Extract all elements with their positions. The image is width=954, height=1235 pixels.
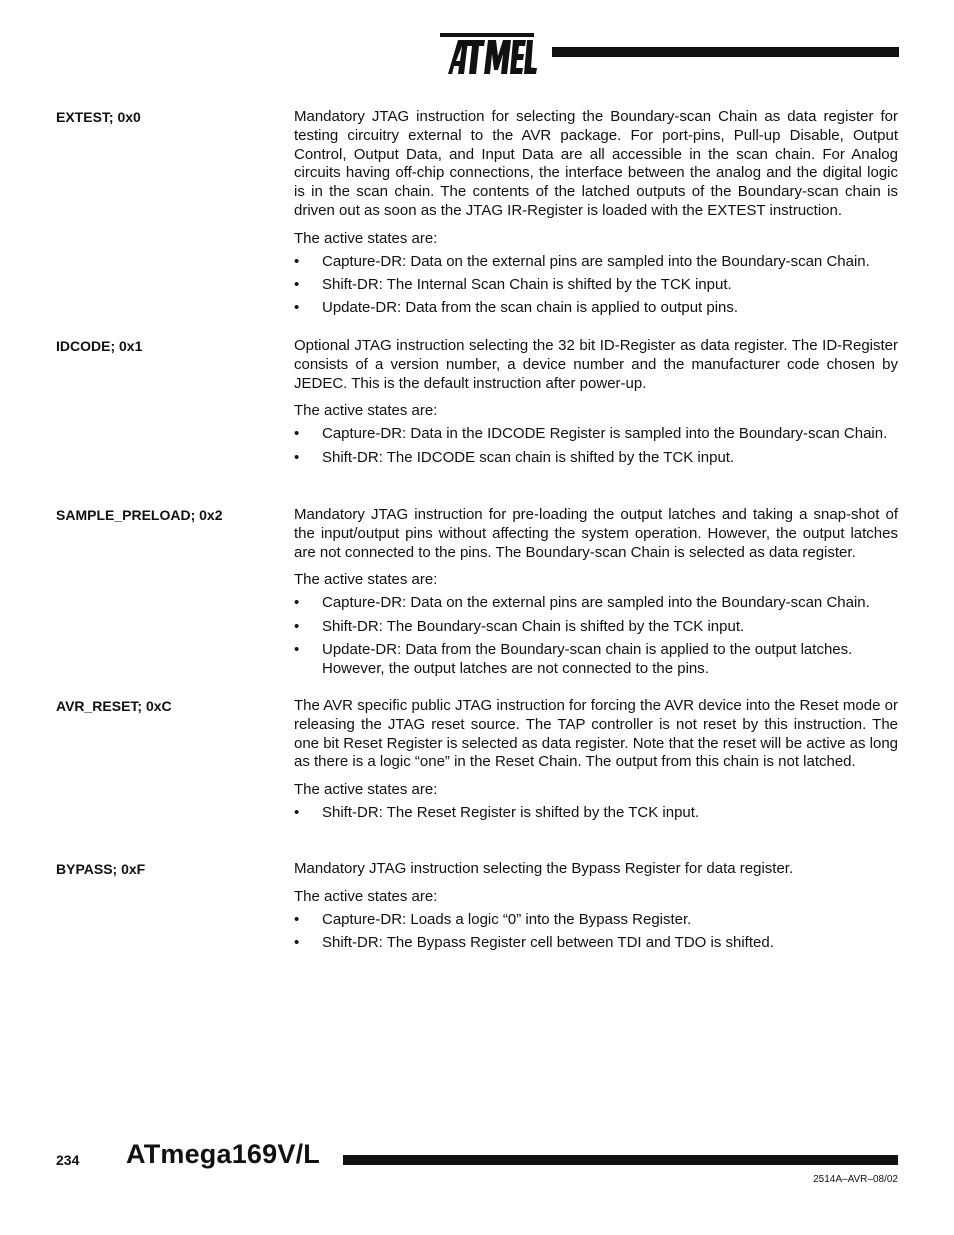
bullet-icon: • (294, 425, 300, 443)
active-states-list (294, 253, 898, 319)
bullet-icon: • (294, 910, 300, 928)
list-item: • Shift-DR: The Boundary-scan Chain is shifted by the TCK input. (294, 617, 745, 635)
active-states-label: The active states are: (294, 571, 438, 589)
active-states-list (294, 804, 898, 823)
active-states-label: The active states are: (294, 229, 438, 247)
active-states-label: The active states are: (294, 887, 438, 905)
document-title: ATmega169V/L (126, 1139, 320, 1169)
list-item: • Capture-DR: Data in the IDCODE Register is sampled into the Boundary-scan Chain. (294, 425, 888, 443)
list-item: • Update-DR: Data from the scan chain is applied to output pins. (294, 299, 739, 317)
bullet-icon: • (294, 803, 300, 821)
section-body (294, 860, 898, 957)
section-description: Mandatory JTAG instruction selecting the Bypass Register for data register. (294, 860, 794, 877)
list-item: • Capture-DR: Loads a logic “0” into the Bypass Register. (294, 910, 692, 928)
bullet-icon: • (294, 640, 300, 658)
section-title: BYPASS; 0xF (56, 861, 146, 877)
section-body (294, 337, 898, 472)
section-description: Mandatory JTAG instruction for pre-loading the output latches and taking a snap-shot of the input/output pins without affecting the system operation. However, the output latches are not connected to the pins. The Boundary-scan Chain is selected as data register. (294, 506, 898, 561)
atmel-logo (440, 30, 538, 78)
bullet-icon: • (294, 617, 300, 635)
bullet-icon: • (294, 933, 300, 951)
section-title: AVR_RESET; 0xC (56, 698, 172, 714)
section-title: SAMPLE_PRELOAD; 0x2 (56, 507, 223, 523)
bullet-icon: • (294, 594, 300, 612)
active-states-list (294, 425, 898, 467)
registered-mark: ® (529, 66, 535, 75)
section-title: EXTEST; 0x0 (56, 109, 141, 125)
bullet-icon: • (294, 448, 300, 466)
active-states-list (294, 594, 898, 678)
list-item: • Shift-DR: The Reset Register is shifted by the TCK input. (294, 803, 700, 821)
section-body (294, 697, 898, 827)
section-body (294, 506, 898, 683)
page-number: 234 (56, 1152, 80, 1168)
document-number: 2514A–AVR–08/02 (813, 1174, 898, 1185)
section-title: IDCODE; 0x1 (56, 338, 143, 354)
footer-rule (343, 1155, 898, 1165)
list-item: • Capture-DR: Data on the external pins are sampled into the Boundary-scan Chain. (294, 252, 870, 270)
active-states-label: The active states are: (294, 781, 438, 799)
section-description: Mandatory JTAG instruction for selecting the Boundary-scan Chain as data register for testing circuitry external to the AVR package. For port-pins, Pull-up Disable, Output Control, Output Data, and Input Data are all accessible in the scan chain. For Analog circuits having off-chip connections, the interface between the analog and the digital logic is in the scan chain. The contents of the latched outputs of the Boundary-scan chain is driven out as soon as the JTAG IR-Register is loaded with the EXTEST instruction. (294, 108, 898, 219)
list-item: • Shift-DR: The Bypass Register cell between TDI and TDO is shifted. (294, 933, 774, 951)
section-description: The AVR specific public JTAG instruction for forcing the AVR device into the Reset mode or releasing the JTAG reset source. The TAP controller is not reset by this instruction. The one bit Reset Register is selected as data register. Note that the reset will be active as long as there is a logic “one” in the Reset Chain. The output from this chain is not latched. (294, 697, 898, 771)
list-item: • Update-DR: Data from the Boundary-scan chain is applied to the output latches. However, the output latches are not connected to the pins. (294, 640, 853, 677)
bullet-icon: • (294, 299, 300, 317)
active-states-list (294, 911, 898, 953)
list-item: • Capture-DR: Data on the external pins are sampled into the Boundary-scan Chain. (294, 594, 870, 612)
bullet-icon: • (294, 252, 300, 270)
header-rule (552, 47, 899, 57)
list-item: • Shift-DR: The Internal Scan Chain is shifted by the TCK input. (294, 275, 732, 293)
bullet-icon: • (294, 275, 300, 293)
list-item: • Shift-DR: The IDCODE scan chain is shifted by the TCK input. (294, 448, 735, 466)
section-description: Optional JTAG instruction selecting the 32 bit ID-Register as data register. The ID-Register consists of a version number, a device number and the manufacturer code chosen by JEDEC. This is the default instruction after power-up. (294, 337, 898, 392)
section-body (294, 108, 898, 323)
active-states-label: The active states are: (294, 402, 438, 420)
